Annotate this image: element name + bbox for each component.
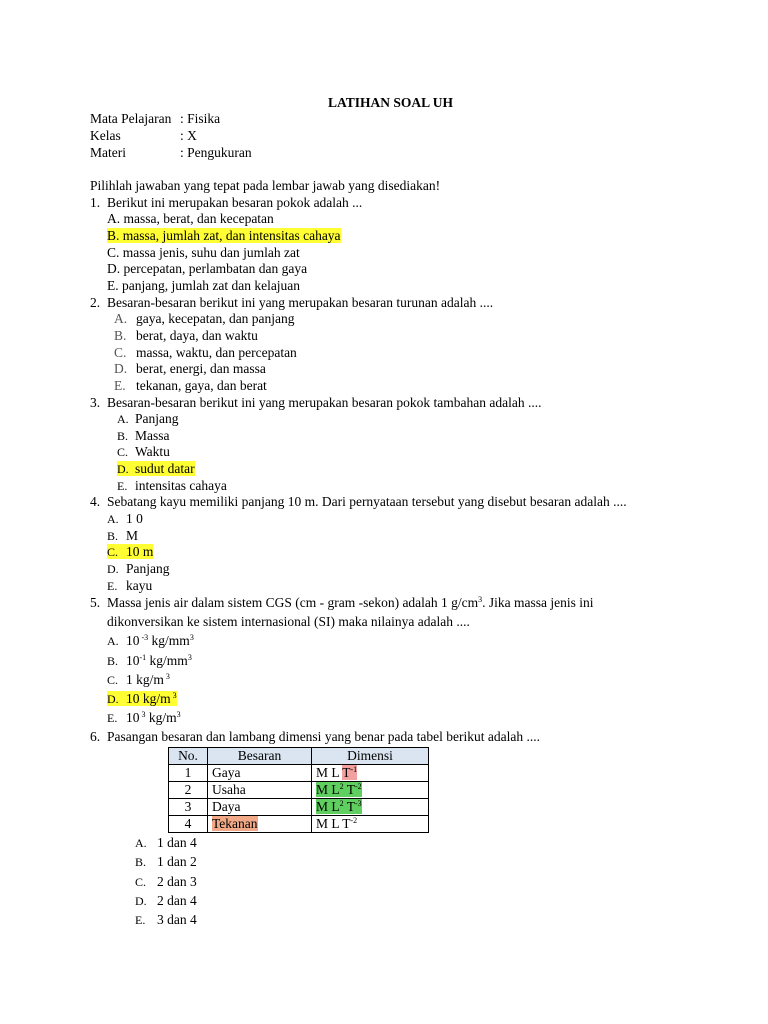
question-6-text: Pasangan besaran dan lambang dimensi yang benar pada tabel berikut adalah .... [107, 729, 540, 744]
q3-option-e-label: E. [117, 479, 128, 493]
question-3-number: 3. [90, 395, 101, 410]
class-value: : X [180, 128, 197, 143]
q6-option-b-label: B. [135, 855, 147, 869]
q2-option-b [114, 328, 258, 344]
dim-exp: -3 [355, 799, 362, 808]
q2-option-a [114, 311, 295, 327]
table-cell-dimensi [312, 765, 429, 782]
q4-option-b-text: M [126, 528, 139, 543]
q4-option-a [107, 511, 143, 527]
q4-option-e-text: kayu [126, 578, 153, 593]
q1-option-e: E. panjang, jumlah zat dan kelajuan [107, 278, 301, 293]
table-header-besaran: Besaran [208, 748, 312, 765]
q5-option-e-unit: kg/m [145, 710, 177, 725]
dim-part-b: T [343, 799, 356, 814]
material-label: Materi [90, 145, 126, 160]
q4-option-e [107, 578, 152, 594]
q6-option-b [135, 854, 197, 870]
q5-text-part-b: . Jika massa jenis ini [482, 595, 594, 610]
q2-option-e [114, 378, 267, 394]
question-5-text-line-1 [107, 595, 594, 611]
q3-option-a-text: Panjang [135, 411, 179, 426]
dim-part-a-exp: 2 [339, 799, 344, 808]
table-row [169, 782, 429, 799]
q5-option-d-exp: 3 [170, 691, 177, 700]
q3-option-d [117, 461, 195, 477]
dim-part-a: M L [316, 765, 343, 780]
q2-option-c-text: massa, waktu, dan percepatan [136, 345, 297, 360]
q3-option-c-label: C. [117, 445, 129, 459]
question-5-text-line-2: dikonversikan ke sistem internasional (SI) maka nilainya adalah .... [107, 614, 470, 629]
q5-option-a [107, 633, 194, 649]
q3-option-b [117, 428, 170, 444]
dim-part-a-exp: 2 [339, 782, 344, 791]
q1-option-b-text: B. massa, jumlah zat, dan intensitas cahaya [107, 228, 341, 243]
q5-text-sup: 3 [478, 595, 483, 604]
q5-option-e-exp: 3 [139, 710, 146, 719]
q5-option-b-unit: kg/mm [146, 653, 188, 668]
q2-option-b-text: berat, daya, dan waktu [136, 328, 258, 343]
q3-option-a-label: A. [117, 412, 129, 426]
q3-option-a [117, 411, 179, 427]
q1-option-b [107, 228, 341, 244]
class-label: Kelas [90, 128, 121, 143]
q5-option-b-exp: -1 [139, 653, 147, 662]
q5-option-e-unit-exp: 3 [176, 710, 181, 719]
question-3-text: Besaran-besaran berikut ini yang merupakan besaran pokok tambahan adalah .... [107, 395, 542, 410]
q6-option-a-label: A. [135, 836, 147, 850]
table-header-dimensi: Dimensi [312, 748, 429, 765]
q5-option-b-base: 10 [126, 653, 140, 668]
table-row [169, 765, 429, 782]
q5-option-a-label: A. [107, 634, 119, 648]
table-cell-besaran: Daya [208, 799, 312, 816]
table-row [169, 799, 429, 816]
dim-part-a: M L T [316, 816, 351, 831]
q4-option-c-text: 10 m [126, 544, 154, 559]
q5-option-c-exp: 3 [163, 672, 170, 681]
q3-option-d-label: D. [117, 462, 129, 476]
q6-option-c-text: 2 dan 3 [157, 874, 197, 889]
q5-option-e-label: E. [107, 711, 118, 725]
q1-option-a: A. massa, berat, dan kecepatan [107, 211, 274, 226]
q4-option-c [107, 544, 153, 560]
q6-option-c [135, 874, 197, 890]
subject-label: Mata Pelajaran [90, 111, 172, 126]
q3-option-b-text: Massa [135, 428, 170, 443]
table-cell-dimensi [312, 782, 429, 799]
q5-option-d-text: 10 kg/m [126, 691, 171, 706]
q6-option-c-label: C. [135, 875, 147, 889]
question-4-text: Sebatang kayu memiliki panjang 10 m. Dari pernyataan tersebut yang disebut besaran adalah .... [107, 494, 627, 509]
q2-option-c [114, 345, 297, 361]
q2-option-d-label: D. [114, 361, 128, 376]
q2-option-d [114, 361, 266, 377]
q5-option-a-exp: -3 [139, 633, 149, 642]
q6-option-e-text: 3 dan 4 [157, 912, 197, 927]
q4-option-e-label: E. [107, 579, 118, 593]
q5-option-b [107, 653, 192, 669]
q5-option-b-unit-exp: 3 [187, 653, 192, 662]
q2-option-d-text: berat, energi, dan massa [136, 361, 266, 376]
dim-part-b: T [343, 782, 356, 797]
q5-option-b-label: B. [107, 654, 119, 668]
q3-option-e [117, 478, 227, 494]
dimension-table [168, 747, 429, 833]
q6-option-d-text: 2 dan 4 [157, 893, 197, 908]
q4-option-b-label: B. [107, 529, 119, 543]
q2-option-c-label: C. [114, 345, 127, 360]
q2-option-b-label: B. [114, 328, 127, 343]
subject-value: : Fisika [180, 111, 221, 126]
q1-option-d: D. percepatan, perlambatan dan gaya [107, 261, 308, 276]
dim-part-a: M L [316, 799, 340, 814]
table-header-no: No. [169, 748, 208, 765]
q6-option-e-label: E. [135, 913, 146, 927]
table-cell-besaran: Gaya [208, 765, 312, 782]
dim-part-a: M L [316, 782, 340, 797]
question-5-number: 5. [90, 595, 101, 610]
q4-option-c-label: C. [107, 545, 119, 559]
table-header-row [169, 748, 429, 765]
q5-option-a-base: 10 [126, 633, 140, 648]
table-cell-besaran: Usaha [208, 782, 312, 799]
table-cell-no: 4 [169, 816, 208, 833]
q5-option-c-text: 1 kg/m [126, 672, 164, 687]
q2-option-e-text: tekanan, gaya, dan berat [136, 378, 267, 393]
q2-option-a-text: gaya, kecepatan, dan panjang [136, 311, 295, 326]
q4-option-d-text: Panjang [126, 561, 170, 576]
question-6-number: 6. [90, 729, 101, 744]
dim-part-b: T [342, 765, 351, 780]
question-1-text: Berikut ini merupakan besaran pokok adalah ... [107, 195, 363, 210]
dim-exp: -2 [355, 782, 362, 791]
q6-option-a-text: 1 dan 4 [157, 835, 197, 850]
q6-option-d-label: D. [135, 894, 147, 908]
q3-option-b-label: B. [117, 429, 129, 443]
q5-option-a-unit: kg/mm [148, 633, 190, 648]
q6-option-d [135, 893, 197, 909]
table-row [169, 816, 429, 833]
q4-option-d-label: D. [107, 562, 119, 576]
q5-option-c [107, 672, 170, 688]
q4-option-a-label: A. [107, 512, 119, 526]
table-cell-besaran [208, 816, 312, 833]
q5-text-part-a: Massa jenis air dalam sistem CGS (cm - gram -sekon) adalah 1 g/cm [107, 595, 479, 610]
besaran-highlighted: Tekanan [212, 816, 258, 831]
q5-option-c-label: C. [107, 673, 119, 687]
q5-option-d-label: D. [107, 692, 119, 706]
question-1-number: 1. [90, 195, 101, 210]
q3-option-c-text: Waktu [135, 444, 170, 459]
table-cell-dimensi [312, 799, 429, 816]
q5-option-e-base: 10 [126, 710, 140, 725]
table-cell-no: 1 [169, 765, 208, 782]
q6-option-e [135, 912, 197, 928]
page-title: LATIHAN SOAL UH [328, 95, 454, 110]
q2-option-a-label: A. [114, 311, 128, 326]
q1-option-c: C. massa jenis, suhu dan jumlah zat [107, 245, 300, 260]
q5-option-e [107, 710, 181, 726]
q3-option-e-text: intensitas cahaya [135, 478, 227, 493]
q6-option-a [135, 835, 197, 851]
q4-option-b [107, 528, 138, 544]
dim-exp: -1 [350, 765, 358, 774]
q4-option-d [107, 561, 170, 577]
q5-option-a-unit-exp: 3 [189, 633, 194, 642]
question-4-number: 4. [90, 494, 101, 509]
table-cell-dimensi [312, 816, 429, 833]
question-2-text: Besaran-besaran berikut ini yang merupakan besaran turunan adalah .... [107, 295, 494, 310]
dim-exp: -2 [350, 816, 358, 825]
instruction: Pilihlah jawaban yang tepat pada lembar jawab yang disediakan! [90, 178, 441, 193]
q4-option-a-text: 1 0 [126, 511, 143, 526]
q6-option-b-text: 1 dan 2 [157, 854, 197, 869]
table-cell-no: 3 [169, 799, 208, 816]
question-2-number: 2. [90, 295, 101, 310]
q5-option-d [107, 691, 177, 707]
q3-option-c [117, 444, 170, 460]
q2-option-e-label: E. [114, 378, 126, 393]
table-cell-no: 2 [169, 782, 208, 799]
material-value: : Pengukuran [180, 145, 252, 160]
q3-option-d-text: sudut datar [135, 461, 195, 476]
